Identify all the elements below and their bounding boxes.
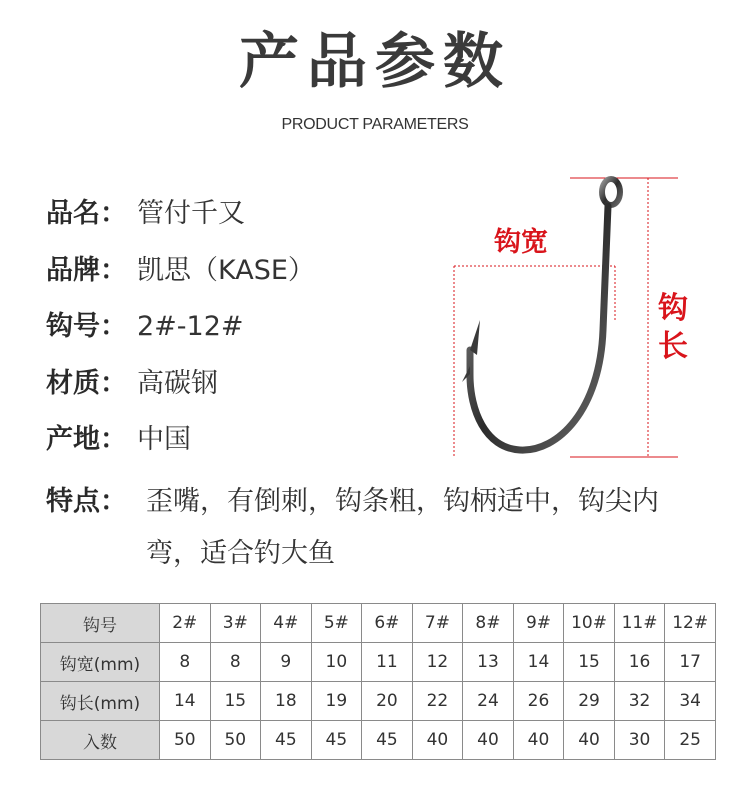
table-cell: 11# xyxy=(614,604,665,643)
table-cell: 11 xyxy=(362,643,413,682)
dimension-lines xyxy=(454,178,678,457)
table-cell: 4# xyxy=(261,604,312,643)
table-cell: 7# xyxy=(412,604,463,643)
spec-label: 产地： xyxy=(46,424,127,455)
table-cell: 10# xyxy=(564,604,615,643)
table-cell: 14 xyxy=(160,682,211,721)
table-cell: 29 xyxy=(564,682,615,721)
row-header: 钩宽(mm) xyxy=(41,643,160,682)
table-cell: 8# xyxy=(463,604,514,643)
table-cell: 13 xyxy=(463,643,514,682)
row-header: 入数 xyxy=(41,721,160,760)
spec-value: 凯思（KASE） xyxy=(137,255,315,286)
table-cell: 14 xyxy=(513,643,564,682)
page-title: 产品参数 xyxy=(239,27,511,97)
spec-row-hook-size xyxy=(46,307,244,347)
table-cell: 19 xyxy=(311,682,362,721)
table-cell: 3# xyxy=(210,604,261,643)
table-cell: 45 xyxy=(311,721,362,760)
table-cell: 6# xyxy=(362,604,413,643)
table-cell: 5# xyxy=(311,604,362,643)
table-cell: 16 xyxy=(614,643,665,682)
page-subtitle: PRODUCT PARAMETERS xyxy=(281,116,469,133)
table-cell: 15 xyxy=(564,643,615,682)
table-cell: 45 xyxy=(261,721,312,760)
table-cell: 50 xyxy=(210,721,261,760)
spec-label: 品名： xyxy=(46,198,127,229)
table-row xyxy=(41,721,716,760)
params-table xyxy=(40,603,716,760)
table-row xyxy=(41,682,716,721)
table-cell: 9 xyxy=(261,643,312,682)
table-cell: 15 xyxy=(210,682,261,721)
table-cell: 32 xyxy=(614,682,665,721)
spec-row-origin xyxy=(46,420,191,460)
spec-value: 中国 xyxy=(137,424,191,455)
spec-value: 管付千又 xyxy=(137,198,245,229)
table-cell: 30 xyxy=(614,721,665,760)
table-cell: 18 xyxy=(261,682,312,721)
hook-width-label: 钩宽 xyxy=(494,227,548,258)
table-cell: 20 xyxy=(362,682,413,721)
table-cell: 12 xyxy=(412,643,463,682)
table-cell: 34 xyxy=(665,682,716,721)
spec-label: 材质： xyxy=(46,368,127,399)
table-cell: 26 xyxy=(513,682,564,721)
table-cell: 10 xyxy=(311,643,362,682)
table-cell: 8 xyxy=(210,643,261,682)
table-cell: 17 xyxy=(665,643,716,682)
table-cell: 22 xyxy=(412,682,463,721)
spec-label: 品牌： xyxy=(46,255,127,286)
table-cell: 50 xyxy=(160,721,211,760)
table-cell: 8 xyxy=(160,643,211,682)
table-cell: 40 xyxy=(564,721,615,760)
spec-row-name xyxy=(46,194,245,234)
table-cell: 40 xyxy=(513,721,564,760)
spec-label: 特点： xyxy=(46,486,127,517)
table-cell: 9# xyxy=(513,604,564,643)
spec-row-material xyxy=(46,364,218,404)
spec-row-brand xyxy=(46,251,315,291)
table-cell: 2# xyxy=(160,604,211,643)
spec-value: 歪嘴，有倒刺，钩条粗，钩柄适中，钩尖内弯，适合钓大鱼 xyxy=(146,486,659,569)
table-cell: 24 xyxy=(463,682,514,721)
table-cell: 12# xyxy=(665,604,716,643)
table-row xyxy=(41,643,716,682)
table-cell: 25 xyxy=(665,721,716,760)
table-cell: 45 xyxy=(362,721,413,760)
hook-length-label: 钩长 xyxy=(658,291,688,364)
spec-value: 2#-12# xyxy=(137,311,244,342)
spec-value: 高碳钢 xyxy=(137,368,218,399)
table-cell: 40 xyxy=(463,721,514,760)
table-row xyxy=(41,604,716,643)
table-cell: 40 xyxy=(412,721,463,760)
row-header: 钩号 xyxy=(41,604,160,643)
row-header: 钩长(mm) xyxy=(41,682,160,721)
spec-label: 钩号： xyxy=(46,311,127,342)
